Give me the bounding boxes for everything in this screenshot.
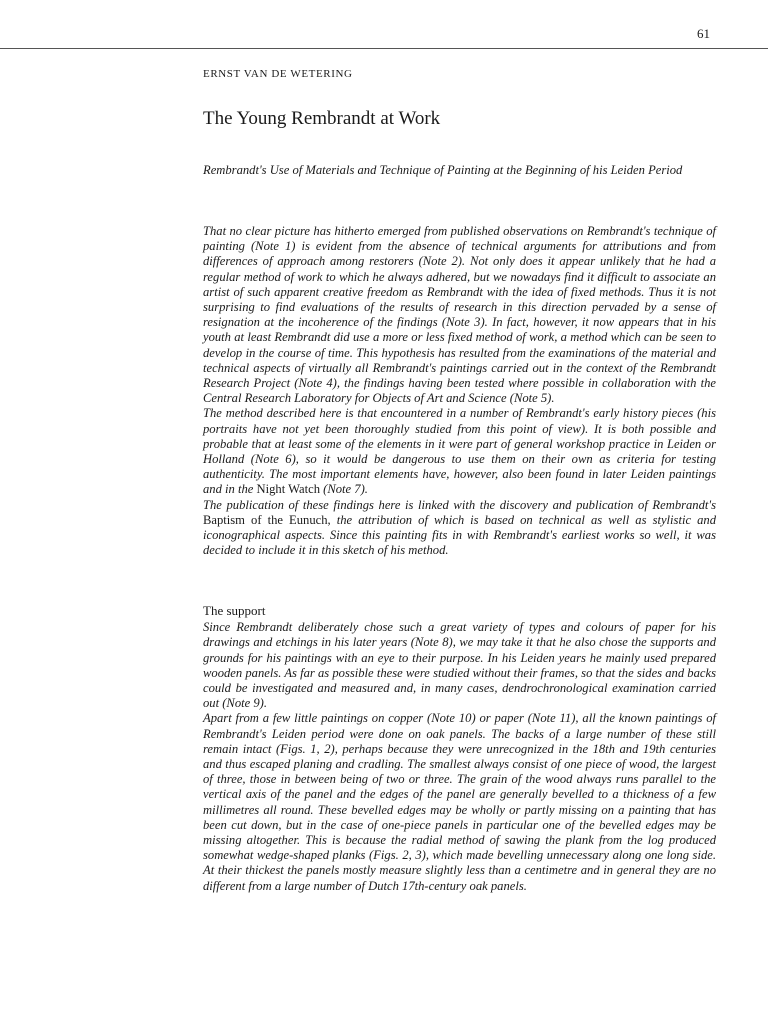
support-paragraph-2: Apart from a few little paintings on copper (Note 10) or paper (Note 11), all the known paintings of Rembrandt's Leiden period were done on oak panels. The backs of a large number of these still remain intact (Figs. 1, 2), perhaps because they were unrecognized in the 18th and 19th centuries and thus escaped planing and cradling. The smallest always consist of one piece of wood, the largest of three, those in between being of two or three. The grain of the wood always runs parallel to the vertical axis of the panel and the edges of the panel are generally bevelled to a thickness of a few millimetres all round. These bevelled edges may be wholly or partly missing on a painting that has been cut down, but in the case of one-piece panels in particular one of the bevelled edges may be missing altogether. This is because the radial method of sawing the plank from the log produced somewhat wedge-shaped planks (Figs. 2, 3), which made bevelling unnecessary along one long side. At their thickest the panels mostly measure slightly less than a centimetre and in general they are no different from a large number of Dutch 17th-century oak panels. xyxy=(203,711,716,893)
author-name: ERNST VAN DE WETERING xyxy=(203,68,353,80)
header-rule xyxy=(0,48,768,49)
article-subtitle: Rembrandt's Use of Materials and Technique of Painting at the Beginning of his Leiden Period xyxy=(203,163,683,177)
intro-paragraph-2 xyxy=(203,406,716,497)
intro-paragraph-2-note: (Note 7). xyxy=(323,482,368,497)
intro-paragraph-3 xyxy=(203,498,716,559)
article-title: The Young Rembrandt at Work xyxy=(203,108,441,129)
work-title-baptism: Baptism of the Eunuch, xyxy=(203,512,331,527)
support-paragraph-1: Since Rembrandt deliberately chose such a great variety of types and colours of paper for his drawings and etchings in his later years (Note 8), we may take it that he also chose the supports and grounds for his paintings with an eye to their purpose. In his Leiden years he mainly used prepared wooden panels. As far as possible these were studied without their frames, so that the sides and backs could be investigated and measured and, in many cases, dendrochronological examination carried out (Note 9). xyxy=(203,620,716,711)
section-heading-support: The support xyxy=(203,603,266,618)
intro-paragraph-3-text: The publication of these findings here is linked with the discovery and publication of Rembrandt's xyxy=(203,497,716,512)
page-number: 61 xyxy=(697,26,710,41)
support-section xyxy=(203,603,716,894)
work-title-night-watch: Night Watch xyxy=(256,482,320,497)
intro-paragraph-1: That no clear picture has hitherto emerged from published observations on Rembrandt's technique of painting (Note 1) is evident from the absence of technical arguments for attributions and from differences of approach among restorers (Note 2). Not only does it appear unlikely that he had a regular method of work to which he always adhered, but we nowadays find it difficult to associate an artist of such apparent creative freedom as Rembrandt with the idea of fixed methods. Thus it is not surprising to find evaluations of the results of research in this direction pervaded by a sense of resignation at the incoherence of the findings (Note 3). In fact, however, it now appears that in his youth at least Rembrandt did use a more or less fixed method of work, a method which can be seen to develop in the course of time. This hypothesis has resulted from the examinations of the material and technical aspects of virtually all Rembrandt's paintings carried out in the context of the Rembrandt Research Project (Note 4), the findings having been tested where possible in collaboration with the Central Research Laboratory for Objects of Art and Science (Note 5). xyxy=(203,224,716,406)
intro-paragraph-2-text: The method described here is that encountered in a number of Rembrandt's early history pieces (his portraits have not yet been thoroughly studied from this point of view). It is both possible and probable that at least some of the elements in it were part of general workshop practice in Leiden or Holland (Note 6), so it would be dangerous to use them on their own as criteria for testing authenticity. The most important elements have, however, also been found in later Leiden paintings and in the xyxy=(203,406,716,497)
intro-paragraph-3-rest: the attribution of which is based on technical as well as stylistic and iconographical aspects. Since this painting fits in with Rembrandt's earliest works so well, it was decided to include it in this sketch of his method. xyxy=(203,512,716,558)
intro-section xyxy=(203,224,716,558)
